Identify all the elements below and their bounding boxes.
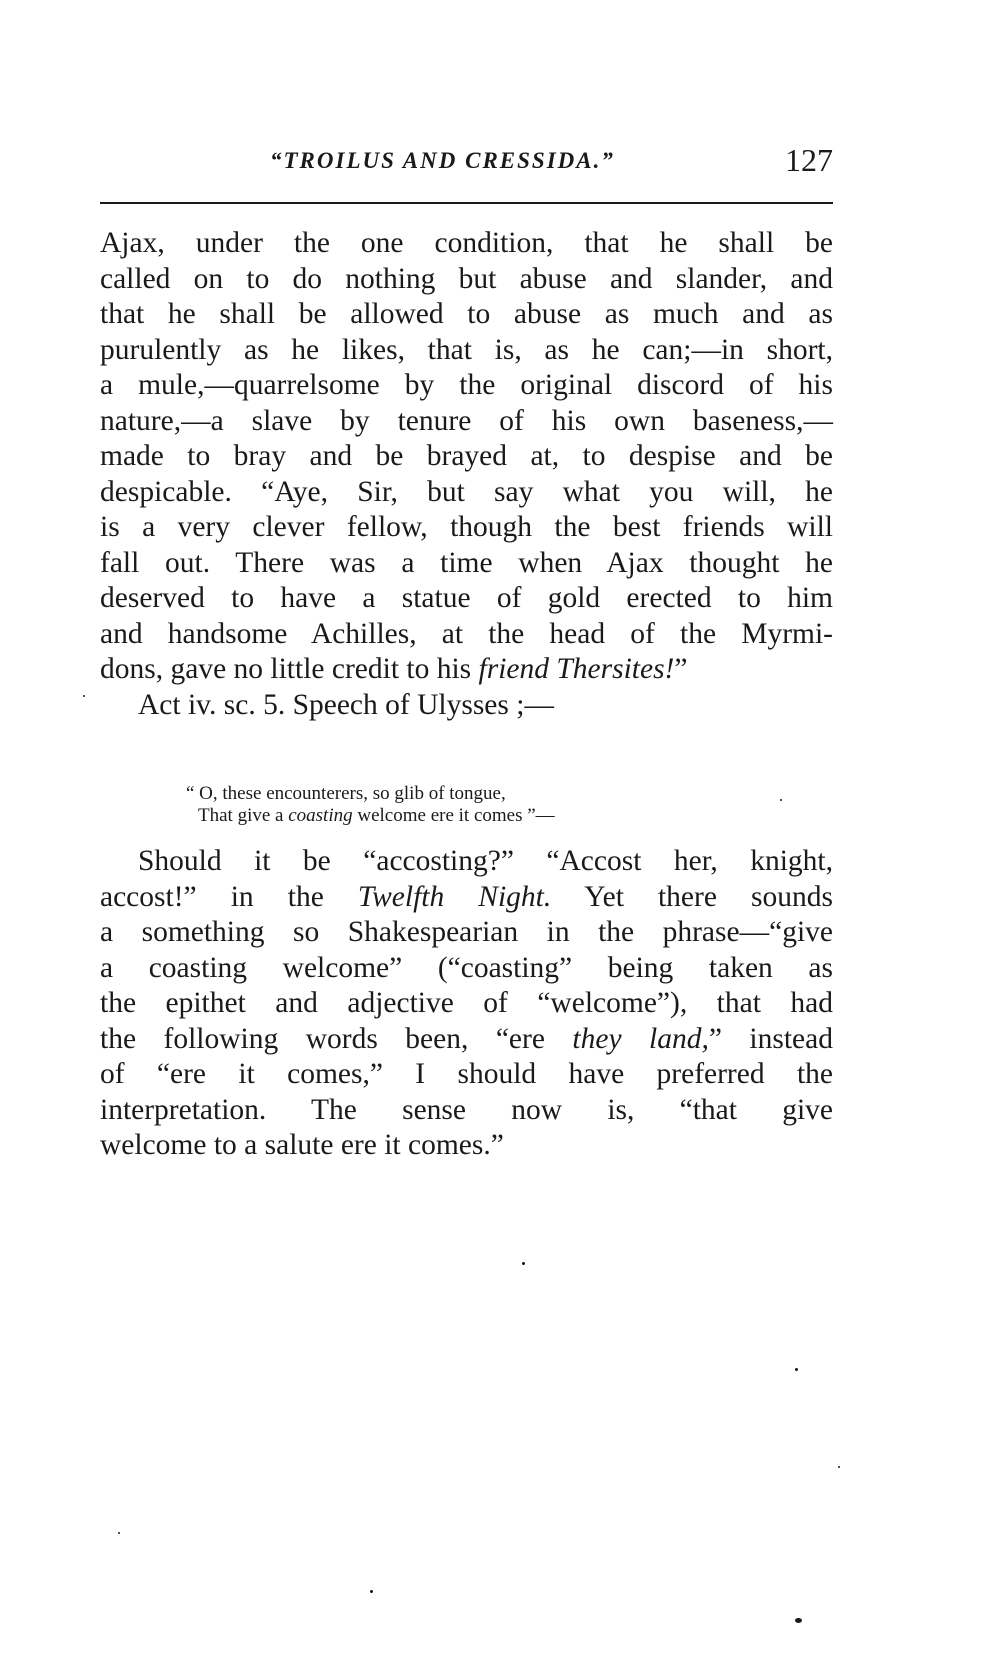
text-line: purulently as he likes, that is, as he can;—in short, <box>100 333 833 366</box>
text-line: a coasting welcome” (“coasting” being taken as <box>100 951 833 984</box>
text-run: ” <box>674 653 688 685</box>
page-header <box>100 142 833 182</box>
text-run: the following words been, “ere <box>100 1022 573 1055</box>
text-line: and handsome Achilles, at the head of the Myrmi- <box>100 617 833 650</box>
speck <box>795 1368 798 1371</box>
text-run: That give a <box>198 805 289 826</box>
text-line: Act iv. sc. 5. Speech of Ulysses ;— <box>138 688 554 721</box>
text-line <box>100 880 833 916</box>
text-run: accost!” in the <box>100 880 358 913</box>
paragraph-accosting <box>100 844 833 1164</box>
quote-line: “ O, these encounterers, so glib of tongue, <box>186 783 506 804</box>
text-line: a something so Shakespearian in the phrase—“give <box>100 916 833 948</box>
speck <box>838 1466 840 1468</box>
running-title: “TROILUS AND CRESSIDA.” <box>270 148 615 173</box>
text-line: nature,—a slave by tenure of his own baseness,— <box>100 404 833 437</box>
text-run: welcome ere it comes ”— <box>352 805 555 826</box>
text-line: called on to do nothing but abuse and slander, and <box>100 262 833 295</box>
text-line: of “ere it comes,” I should have preferred the <box>100 1058 833 1090</box>
block-quotation <box>186 783 746 827</box>
text-line <box>100 652 833 688</box>
text-line: made to bray and be brayed at, to despise and be <box>100 440 833 472</box>
text-line: Ajax, under the one condition, that he shall be <box>100 227 833 259</box>
paragraph-ajax <box>100 226 833 723</box>
speck <box>780 799 782 801</box>
text-run: dons, gave no little credit to his <box>100 653 479 685</box>
text-line: interpretation. The sense now is, “that give <box>100 1093 833 1126</box>
text-line <box>100 1022 833 1058</box>
text-line: despicable. “Aye, Sir, but say what you will, he <box>100 475 833 508</box>
speck <box>795 1618 802 1623</box>
speck <box>522 1262 525 1265</box>
italic-text: Twelfth Night. <box>357 880 552 913</box>
text-line: fall out. There was a time when Ajax thought he <box>100 546 833 579</box>
reference-line <box>100 688 833 724</box>
paragraph-1 <box>100 226 833 688</box>
text-run: ” instead <box>708 1022 833 1055</box>
speck <box>370 1590 373 1593</box>
text-run: Yet there sounds <box>551 880 833 913</box>
text-line: deserved to have a statue of gold erected to him <box>100 582 833 614</box>
quote-line <box>186 805 746 827</box>
text-line: that he shall be allowed to abuse as much and as <box>100 298 833 330</box>
italic-text: friend Thersites! <box>478 653 675 685</box>
italic-text: they land, <box>572 1022 709 1055</box>
italic-text: coasting <box>288 805 353 826</box>
text-line: welcome to a salute ere it comes.” <box>100 1129 504 1161</box>
paragraph-2 <box>100 844 833 1164</box>
text-line: the epithet and adjective of “welcome”), that had <box>100 987 833 1019</box>
speck <box>118 1532 120 1534</box>
page-number: 127 <box>785 142 833 178</box>
header-rule <box>100 202 833 204</box>
text-line: is a very clever fellow, though the best friends will <box>100 511 833 543</box>
text-line: Should it be “accosting?” “Accost her, knight, <box>138 845 833 877</box>
speck <box>83 695 85 697</box>
text-line: a mule,—quarrelsome by the original discord of his <box>100 369 833 401</box>
